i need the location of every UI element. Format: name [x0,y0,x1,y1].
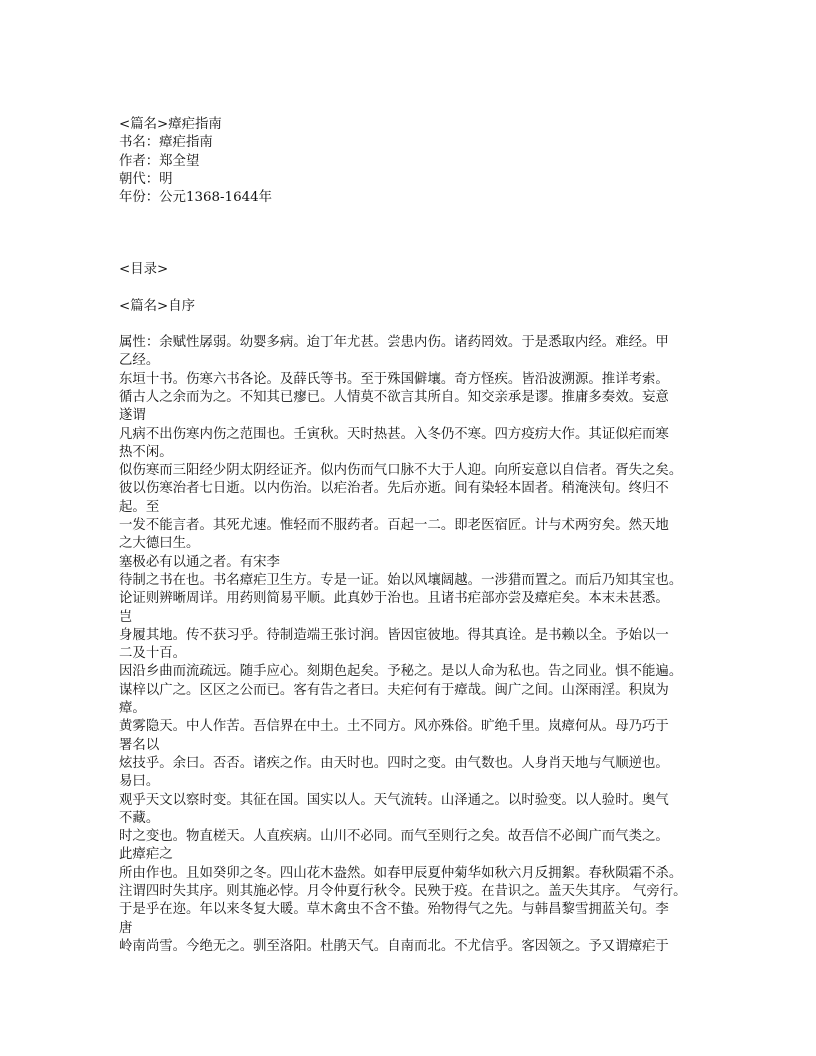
body-line: 论证则辨晰周详。用药则简易平顺。此真妙于治也。且诸书疟部亦尝及瘴疟矣。本末未甚悉。 [119,591,669,607]
body-line: 待制之书在也。书名瘴疟卫生方。专是一证。始以风壤阔越。一涉猎而置之。而后乃知其宝也。 [119,572,683,588]
body-line: 炫技乎。余曰。否否。诸疾之作。由天时也。四时之变。由气数也。人身肖天地与气顺逆也。 [119,755,669,771]
dynasty-line: 朝代：明 [119,171,173,187]
body-line: 于是乎在迩。年以来冬复大暖。草木禽虫不含不蛰。殆物得气之先。与韩昌黎雪拥蓝关句。李 [119,902,669,918]
body-line: 黄雾隐天。中人作苦。吾信界在中土。土不同方。风亦殊俗。旷绝千里。岚瘴何从。母乃巧于 [119,719,669,735]
body-line: 时之变也。物直槎天。人直疾病。山川不必同。而气至则行之矣。故吾信不必闽广而气类之。 [119,829,669,845]
body-line: 身履其地。传不获习乎。待制造端王张讨润。皆因宦彼地。得其真诠。是书赖以全。予始以一 [119,627,669,643]
body-line: 岭南尚雪。今绝无之。驯至洛阳。杜鹃天气。自南而北。不尤信乎。客因领之。予又谓瘴疟于 [119,938,669,954]
body-line: 注谓四时失其序。则其施必悖。月令仲夏行秋令。民殃于疫。在昔识之。盖天失其序。 气旁行。 [119,883,687,899]
body-line: 凡病不出伤寒内伤之范围也。壬寅秋。天时热甚。入冬仍不寒。四方疫疠大作。其证似疟而寒 [119,426,669,442]
body-line: 热不闲。 [119,444,173,460]
body-line: 东垣十书。伤寒六书各论。及薛氏等书。至于殊国僻壤。奇方怪疾。皆沿波溯源。推详考索。 [119,371,669,387]
book-line: 书名：瘴疟指南 [119,135,213,151]
body-line: 署名以 [119,737,160,753]
body-line: 唐 [119,920,133,936]
body-line: 遂谓 [119,408,146,424]
body-line: 一发不能言者。其死尤速。惟轻而不服药者。百起一二。即老医宿匠。计与术两穷矣。然天地 [119,518,669,534]
body-line: 观乎天文以察时变。其征在国。国实以人。天气流转。山泽通之。以时验变。以人验时。奥气 [119,792,669,808]
body-line: 此瘴疟之 [119,847,173,863]
body-line: 谋梓以广之。区区之公而已。客有告之者曰。夫疟何有于瘴哉。闽广之间。山深雨淫。积岚为 [119,682,669,698]
body-line: 塞极必有以通之者。有宋李 [119,554,280,570]
body-line: 易曰。 [119,774,160,790]
body-line: 属性：余赋性孱弱。幼婴多病。迨丁年尤甚。尝患内伤。诸药罔效。于是悉取内经。难经。甲 [119,335,669,351]
body-line: 起。至 [119,499,160,515]
body-line: 所由作也。且如癸卯之冬。四山花木盎然。如春甲辰夏仲菊华如秋六月反拥絮。春秋陨霜不杀。 [119,865,683,881]
year-line: 年份：公元1368-1644年 [119,190,273,206]
toc-label: <目录> [119,262,169,278]
body-line: 岂 [119,609,133,625]
body-line: 瘴。 [119,701,146,717]
body-line: 因沿乡曲而流疏远。随手应心。刻期色起矣。予秘之。是以人命为私也。告之同业。惧不能遍。 [119,664,683,680]
author-line: 作者：郑全望 [119,153,200,169]
body-line: 彼以伤寒治者七日逝。以内伤治。以疟治者。先后亦逝。间有染轻本固者。稍淹浃旬。终归不 [119,481,669,497]
body-line: 之大德曰生。 [119,536,200,552]
metadata-block [119,116,699,207]
body-line: 不藏。 [119,810,160,826]
body-line: 二及十百。 [119,646,187,662]
section-label: <篇名>自序 [119,298,196,314]
body-text [119,334,699,956]
body-line: 乙经。 [119,353,160,369]
body-line: 循古人之余而为之。不知其已瘳已。人情莫不欲言其所自。知交亲承是谬。推庸多奏效。妄意 [119,389,669,405]
document-page [119,116,699,956]
body-line: 似伤寒而三阳经少阴太阴经证齐。似内伤而气口脉不大于人迎。向所妄意以自信者。胥失之矣。 [119,463,683,479]
title-line: <篇名>瘴疟指南 [119,117,222,132]
